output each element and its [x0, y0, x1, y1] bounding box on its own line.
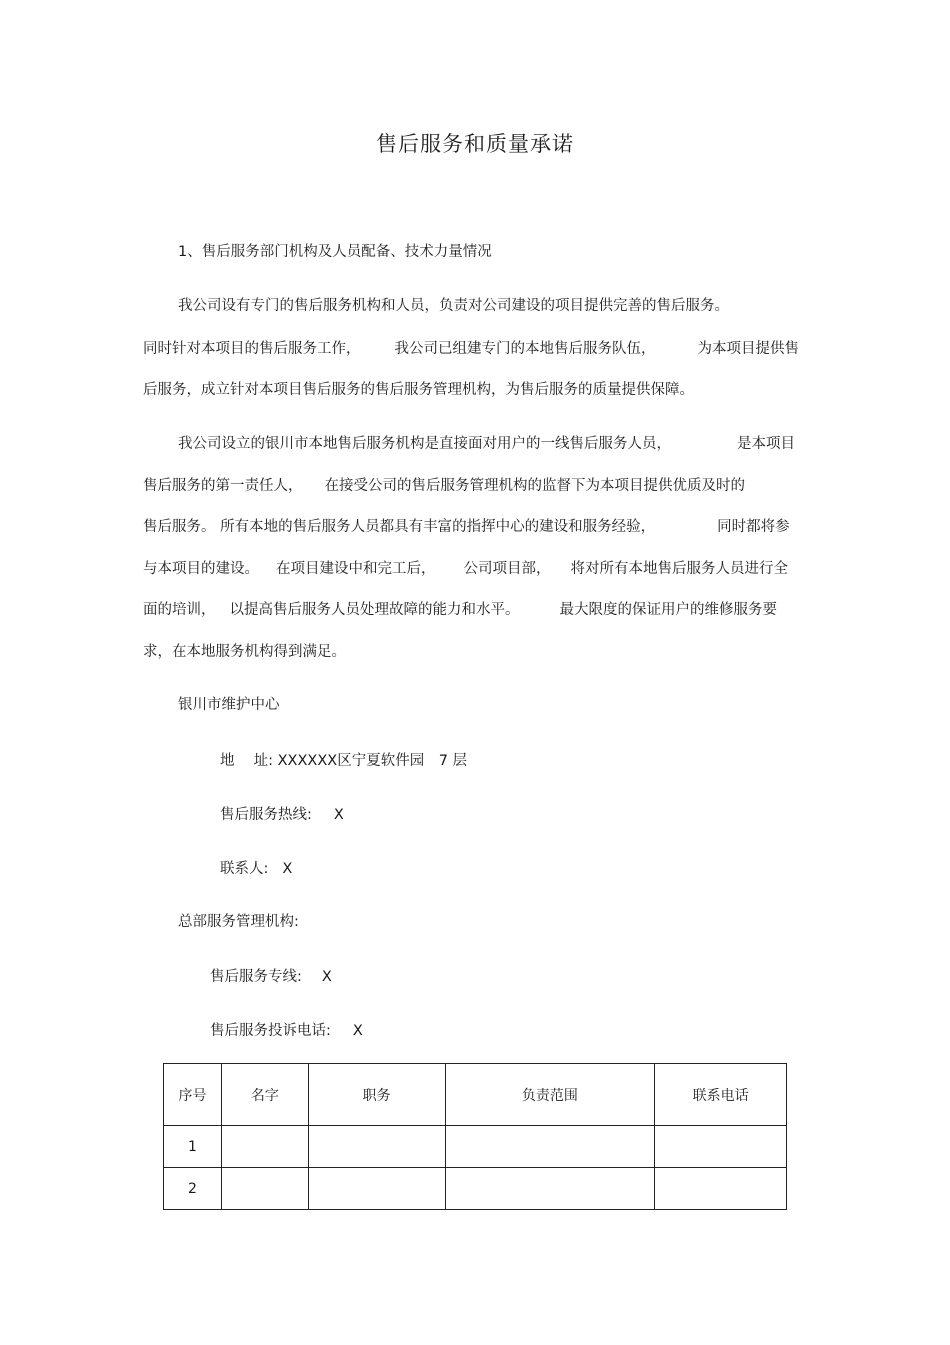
para2-line4	[143, 559, 788, 579]
para2-line1-part2: 是本项目	[737, 436, 795, 452]
para2-line5-part1: 面的培训，	[143, 602, 216, 618]
cell-phone	[655, 1126, 787, 1168]
complaint-value: X	[352, 1023, 363, 1039]
para2-line4-part3: 公司项目部，	[463, 561, 551, 577]
table-header-row	[164, 1064, 787, 1126]
address-value: XXXXXX区宁夏软件园 7 层	[277, 753, 468, 769]
para2-line4-part4: 将对所有本地售后服务人员进行全	[570, 561, 788, 577]
para2-line2	[143, 476, 745, 496]
complaint-label: 售后服务投诉电话:	[210, 1023, 331, 1039]
cell-responsibility	[445, 1168, 655, 1210]
header-position: 职务	[308, 1064, 445, 1126]
dedicated-line-row	[210, 967, 332, 987]
local-center-heading: 银川市维护中心	[178, 697, 280, 713]
header-phone: 联系电话	[655, 1064, 787, 1126]
para2-line5-part3: 最大限度的保证用户的维修服务要	[559, 602, 777, 618]
para2-line5-part2: 以提高售后服务人员处理故障的能力和水平。	[229, 602, 520, 618]
header-name: 名字	[221, 1064, 308, 1126]
document-title: 售后服务和质量承诺	[376, 132, 574, 156]
para2-line3-part2: 同时都将参	[717, 519, 790, 535]
cell-position	[308, 1168, 445, 1210]
para2-line4-part2: 在项目建设中和完工后，	[276, 561, 436, 577]
para2-line4-part1: 与本项目的建设。	[143, 561, 259, 577]
para2-line6: 求，在本地服务机构得到满足。	[143, 644, 346, 660]
para1-line3: 后服务，成立针对本项目售后服务的售后服务管理机构，为售后服务的质量提供保障。	[143, 382, 694, 398]
cell-position	[308, 1126, 445, 1168]
para2-line2-part2: 在接受公司的售后服务管理机构的监督下为本项目提供优质及时的	[324, 478, 745, 494]
para2-line1	[178, 434, 795, 454]
para1-line2	[143, 339, 799, 359]
contact-row	[220, 859, 292, 879]
address-label: 地 址:	[220, 753, 273, 769]
cell-name	[221, 1168, 308, 1210]
hq-heading: 总部服务管理机构:	[178, 914, 299, 930]
header-responsibility: 负责范围	[445, 1064, 655, 1126]
cell-index: 1	[164, 1126, 222, 1168]
complaint-row	[210, 1021, 363, 1041]
address-row	[220, 751, 467, 771]
hotline-value: X	[333, 807, 344, 823]
para2-line5	[143, 600, 777, 620]
para2-line1-part1: 我公司设立的银川市本地售后服务机构是直接面对用户的一线售后服务人员，	[178, 436, 671, 452]
dedicated-line-value: X	[321, 969, 332, 985]
staff-table	[163, 1063, 787, 1210]
para1-line2-part1: 同时针对本项目的售后服务工作，	[143, 341, 361, 357]
para1-line2-part2: 我公司已组建专门的本地售后服务队伍，	[394, 341, 656, 357]
para2-line3	[143, 517, 790, 537]
table-row	[164, 1168, 787, 1210]
para2-line3-part1: 售后服务。 所有本地的售后服务人员都具有丰富的指挥中心的建设和服务经验，	[143, 519, 656, 535]
cell-name	[221, 1126, 308, 1168]
contact-value: X	[282, 861, 293, 877]
para2-line2-part1: 售后服务的第一责任人，	[143, 478, 303, 494]
section-heading: 1、售后服务部门机构及人员配备、技术力量情况	[178, 244, 492, 260]
table-row	[164, 1126, 787, 1168]
dedicated-line-label: 售后服务专线:	[210, 969, 302, 985]
header-index: 序号	[164, 1064, 222, 1126]
para1-line1: 我公司设有专门的售后服务机构和人员，负责对公司建设的项目提供完善的售后服务。	[178, 298, 729, 314]
hotline-label: 售后服务热线:	[220, 807, 312, 823]
para1-line2-part3: 为本项目提供售	[697, 341, 799, 357]
contact-label: 联系人:	[220, 861, 269, 877]
cell-index: 2	[164, 1168, 222, 1210]
hotline-row	[220, 805, 344, 825]
cell-phone	[655, 1168, 787, 1210]
cell-responsibility	[445, 1126, 655, 1168]
